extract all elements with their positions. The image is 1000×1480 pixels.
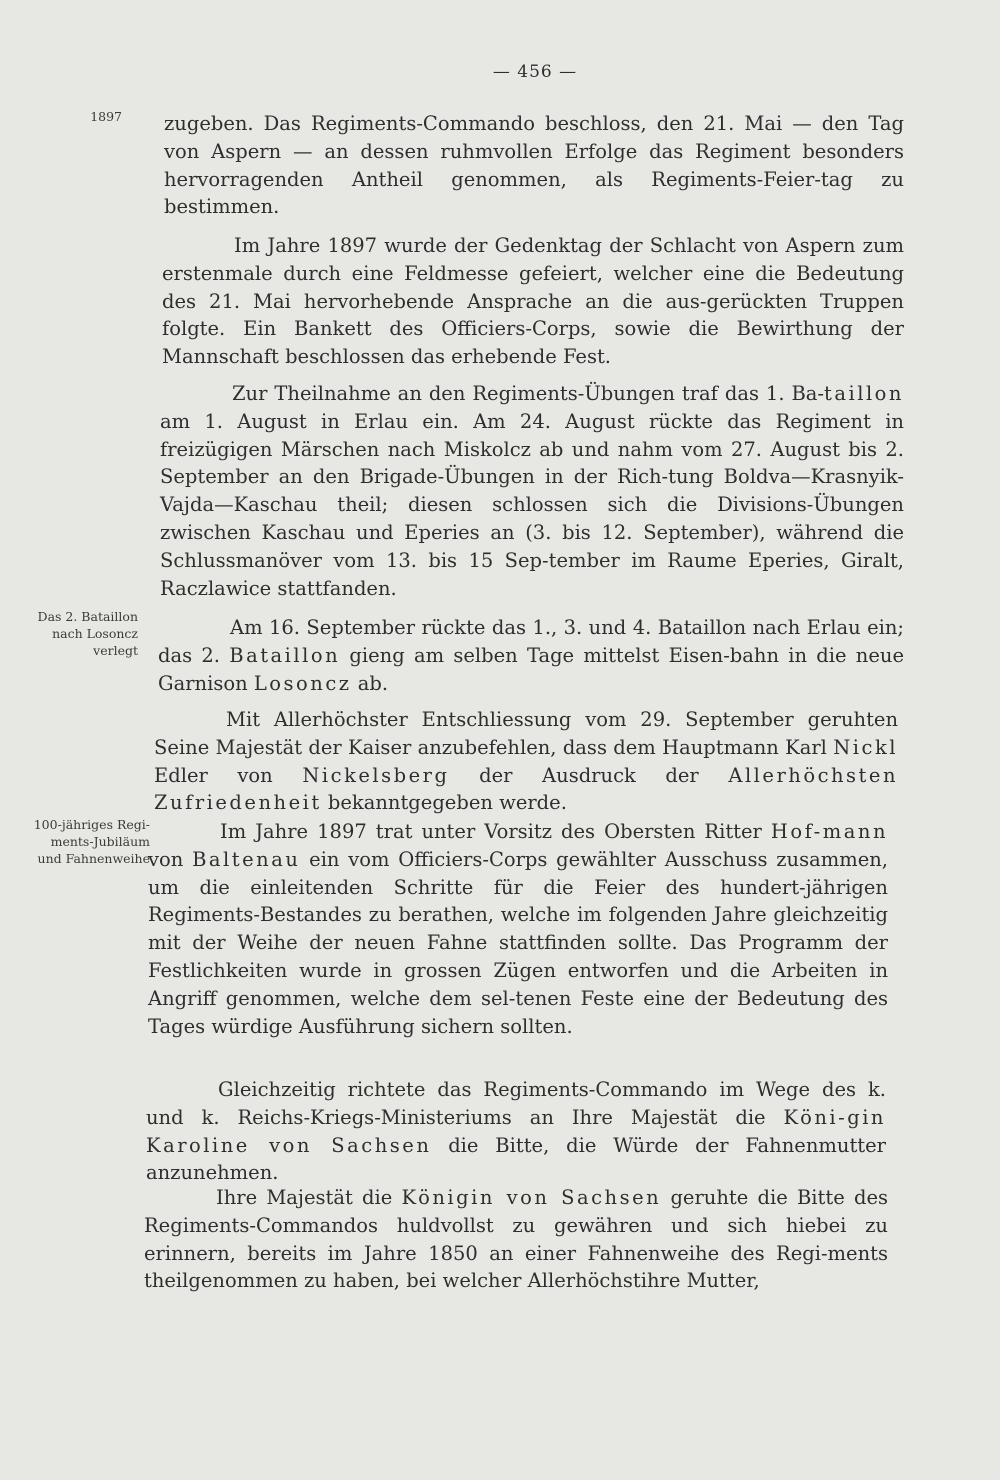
text-run-spaced: taillon <box>824 382 904 405</box>
paragraph-text <box>146 1076 886 1187</box>
paragraph-text <box>148 818 888 1040</box>
text-run: ein vom Officiers-Corps gewählter Ausschuss zusammen, um die einleitenden Schritte für die Feier des hundert-jährigen Regiments-Bestandes zu berathen, welche im folgenden Jahre gleichzeitig mit der Weihe der neuen Fahne stattfinden sollte. Das Programm der Festlichkeiten wurde in grossen Zügen entworfen und die Arbeiten in Angriff genommen, welche dem sel-tenen Feste eine der Bedeutung des Tages würdige Ausführung sichern sollten. <box>148 847 888 1038</box>
text-run: Edler von <box>154 763 303 787</box>
text-run-spaced: Nickl <box>833 735 898 759</box>
text-run: bekanntgegeben werde. <box>321 791 567 815</box>
paragraph-text <box>144 1184 888 1295</box>
margin-note-jubilaeum <box>6 816 150 867</box>
margin-note-line: und Fahnenweihe <box>37 851 150 866</box>
text-run: die Bitte, die Würde der Fahnenmutter anzunehmen. <box>146 1133 886 1185</box>
text-run-spaced: Königin von Sachsen <box>401 1186 662 1209</box>
margin-note-line: Das 2. Bataillon <box>37 609 138 624</box>
text-run: von <box>148 847 193 871</box>
text-run: der Ausdruck der <box>449 763 729 787</box>
text-run: Mit Allerhöchster Entschliessung vom 29. September geruhten Seine Majestät der Kaiser anzubefehlen, dass dem Hauptmann Karl <box>154 708 898 759</box>
paragraph-6 <box>148 818 888 1040</box>
paragraph-text: zugeben. Das Regiments-Commando beschloss, den 21. Mai — den Tag von Aspern — an dessen ruhmvollen Erfolge das Regiment besonders hervorragenden Antheil genommen, als Regiments-Feier-tag zu bestimmen. <box>164 112 904 219</box>
paragraph-8 <box>144 1184 888 1295</box>
text-run: Ihre Majestät die <box>216 1186 402 1209</box>
text-run-spaced: Losoncz <box>253 671 352 695</box>
text-run: Zur Theilnahme an den Regiments-Übungen traf das 1. Ba- <box>232 382 825 405</box>
paragraph-7 <box>146 1076 886 1187</box>
text-run: geruhte die Bitte des Regiments-Commandos huldvollst zu gewähren und sich hiebei zu erinnern, bereits im Jahre 1850 an einer Fahnenweihe des Regi-ments theilgenommen zu haben, bei welcher Allerhöchstihre Mutter, <box>144 1186 889 1293</box>
text-run-spaced: Nickelsberg <box>302 763 450 787</box>
text-run: Im Jahre 1897 trat unter Vorsitz des Obersten Ritter <box>220 820 771 843</box>
text-run: gieng am selben Tage mittelst Eisen-bahn in die neue Garnison <box>158 643 905 695</box>
paragraph-text <box>154 706 898 817</box>
paragraph-1 <box>164 110 904 221</box>
text-run-spaced: Allerhöchsten Zufriedenheit <box>154 763 898 815</box>
paragraph-text <box>160 380 904 602</box>
margin-year: 1897 <box>90 109 122 124</box>
text-run-spaced: Bataillon <box>229 643 341 667</box>
text-run-spaced: Köni-gin Karoline von Sachsen <box>146 1105 886 1157</box>
text-run: am 1. August in Erlau ein. Am 24. August rückte das Regiment in freizügigen Märschen nach Miskolcz ab und nahm vom 27. August bis 2. September an den Brigade-Übungen in der Rich-tung Boldva—Krasnyik-Vajda—Kaschau theil; diesen schlossen sich die Divisions-Übungen zwischen Kaschau und Eperies an (3. bis 12. September), während die Schlussmanöver vom 13. bis 15 Sep-tember im Raume Eperies, Giralt, Raczlawice stattfanden. <box>160 409 904 600</box>
page-number: — 456 — <box>492 62 578 82</box>
text-run-spaced: Hof-mann <box>770 820 888 843</box>
text-run-spaced: Baltenau <box>192 847 301 871</box>
text-run: Am 16. September rückte das 1., 3. und 4. Bataillon nach Erlau ein; das 2. <box>158 616 904 667</box>
text-run: ab. <box>351 671 389 695</box>
margin-note-bataillon-verlegt <box>10 608 138 659</box>
text-run: Gleichzeitig richtete das Regiments-Commando im Wege des k. und k. Reichs-Kriegs-Ministeriums an Ihre Majestät die <box>146 1078 886 1129</box>
margin-note-line: verlegt <box>93 643 138 658</box>
margin-note-line: ments-Jubiläum <box>50 834 150 849</box>
paragraph-5 <box>154 706 898 817</box>
paragraph-text: Im Jahre 1897 wurde der Gedenktag der Schlacht von Aspern zum erstenmale durch eine Feldmesse gefeiert, welcher eine die Bedeutung des 21. Mai hervorhebende Ansprache an die aus-gerückten Truppen folgte. Ein Bankett des Officiers-Corps, sowie die Bewirthung der Mannschaft beschlossen das erhebende Fest. <box>162 234 904 369</box>
paragraph-text <box>158 614 904 697</box>
paragraph-3 <box>160 380 904 602</box>
paragraph-4 <box>158 614 904 697</box>
margin-note-line: nach Losoncz <box>52 626 138 641</box>
margin-note-line: 100-jähriges Regi- <box>33 817 150 832</box>
paragraph-2 <box>162 232 904 371</box>
